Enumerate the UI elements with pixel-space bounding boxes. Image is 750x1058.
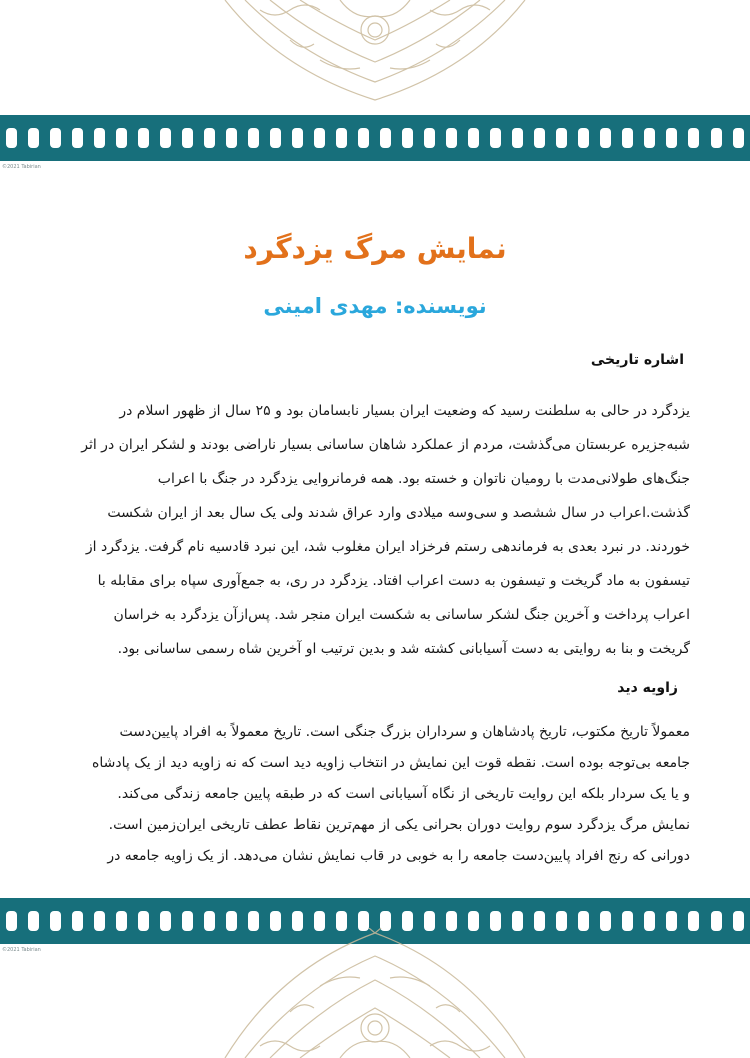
film-hole <box>556 128 567 148</box>
film-hole <box>50 128 61 148</box>
film-hole <box>711 911 722 931</box>
text-line: اعراب پرداخت و آخرین جنگ لشکر ساسانی به شکست ایران منجر شد. پس‌ازآن یزدگرد به خراسان <box>113 607 690 623</box>
film-hole <box>6 911 17 931</box>
section-heading-history: اشاره تاریخی <box>590 352 684 368</box>
film-hole <box>226 128 237 148</box>
film-hole <box>204 128 215 148</box>
text-line: جنگ‌های طولانی‌مدت با رومیان ناتوان و خسته بود. همه فرمانروایی یزدگرد در جنگ با اعراب <box>157 471 690 487</box>
film-strip-top <box>0 115 750 170</box>
film-hole <box>248 128 259 148</box>
film-hole <box>292 128 303 148</box>
film-hole <box>556 911 567 931</box>
film-hole <box>644 911 655 931</box>
film-code: ©2021 Tabirian <box>2 164 41 170</box>
film-hole <box>6 128 17 148</box>
text-line: خوردند. در نبرد بعدی به فرماندهی رستم فرخزاد ایران مغلوب شد، این نبرد قادسیه نام گرفت. یزدگرد از <box>85 539 690 555</box>
author-line: نویسنده: مهدی امینی <box>263 294 487 318</box>
text-line: گذشت.اعراب در سال ششصد و سی‌وسه میلادی وارد عراق شدند ولی یک سال بعد از ایران شکست <box>107 505 690 521</box>
film-holes <box>0 115 750 161</box>
film-hole <box>402 128 413 148</box>
film-hole <box>446 128 457 148</box>
film-hole <box>50 911 61 931</box>
film-hole <box>72 911 83 931</box>
film-hole <box>138 911 149 931</box>
paragraph-viewpoint <box>64 717 690 872</box>
film-hole <box>116 911 127 931</box>
film-hole <box>578 128 589 148</box>
film-hole <box>600 911 611 931</box>
film-hole <box>688 911 699 931</box>
film-hole <box>72 128 83 148</box>
film-hole <box>600 128 611 148</box>
paragraph-history <box>64 394 690 666</box>
page-title: نمایش مرگ یزدگرد <box>243 232 507 265</box>
bottom-ornament-icon <box>220 928 530 1058</box>
film-hole <box>138 128 149 148</box>
film-code: ©2021 Tabirian <box>2 947 41 953</box>
film-hole <box>314 128 325 148</box>
film-hole <box>534 911 545 931</box>
film-hole <box>534 128 545 148</box>
text-line: تیسفون به ماد گریخت و تیسفون به دست اعراب افتاد. یزدگرد در ری، به جمع‌آوری سپاه برای مقابله با <box>97 573 690 589</box>
text-line: معمولاً تاریخ مکتوب، تاریخ پادشاهان و سرداران بزرگ جنگی است. تاریخ معمولاً به افراد پایین‌دست <box>119 724 690 740</box>
film-hole <box>380 128 391 148</box>
film-hole <box>182 911 193 931</box>
film-hole <box>204 911 215 931</box>
text-line: یزدگرد در حالی به سلطنت رسید که وضعیت ایران بسیار نابسامان بود و ۲۵ سال از ظهور اسلام در <box>119 403 690 419</box>
film-hole <box>468 128 479 148</box>
text-line: و یا یک سردار بلکه این روایت تاریخی از نگاه آسیابانی است که در طبقه پایین جامعه زندگی می‌کند. <box>117 786 690 802</box>
text-line: دورانی که رنج افراد پایین‌دست جامعه را به خوبی در قاب نمایش نشان می‌دهد. از یک زاویه جامعه در <box>107 848 690 864</box>
film-hole <box>182 128 193 148</box>
film-hole <box>336 128 347 148</box>
film-hole <box>424 128 435 148</box>
film-hole <box>622 128 633 148</box>
film-hole <box>28 911 39 931</box>
film-hole <box>666 911 677 931</box>
film-hole <box>688 128 699 148</box>
film-hole <box>270 128 281 148</box>
film-hole <box>622 911 633 931</box>
text-line: نمایش مرگ یزدگرد سوم روایت دوران بحرانی یکی از مهم‌ترین نقاط عطف تاریخی ایران‌زمین است. <box>108 817 690 833</box>
text-line: شبه‌جزیره عربستان می‌گذشت، مردم از عملکرد شاهان ساسانی بسیار ناراضی بودند و لشکر ایران در اثر <box>81 437 690 453</box>
film-hole <box>733 128 744 148</box>
film-hole <box>160 911 171 931</box>
film-hole <box>512 128 523 148</box>
film-hole <box>116 128 127 148</box>
film-hole <box>711 128 722 148</box>
film-hole <box>490 128 501 148</box>
section-heading-viewpoint: زاویه دید <box>617 680 678 696</box>
film-hole <box>733 911 744 931</box>
film-hole <box>644 128 655 148</box>
text-line: گریخت و بنا به روایتی به دست آسیابانی کشته شد و بدین ترتیب او آخرین شاه رسمی ساسانی بود. <box>117 641 690 657</box>
film-hole <box>160 128 171 148</box>
film-hole <box>94 128 105 148</box>
film-hole <box>94 911 105 931</box>
top-ornament-icon <box>220 0 530 105</box>
film-hole <box>358 128 369 148</box>
film-hole <box>578 911 589 931</box>
film-hole <box>666 128 677 148</box>
film-hole <box>28 128 39 148</box>
text-line: جامعه بی‌توجه بوده است. نقطه قوت این نمایش در انتخاب زاویه دید است که نه زاویه دید از یک پادشاه <box>92 755 690 771</box>
